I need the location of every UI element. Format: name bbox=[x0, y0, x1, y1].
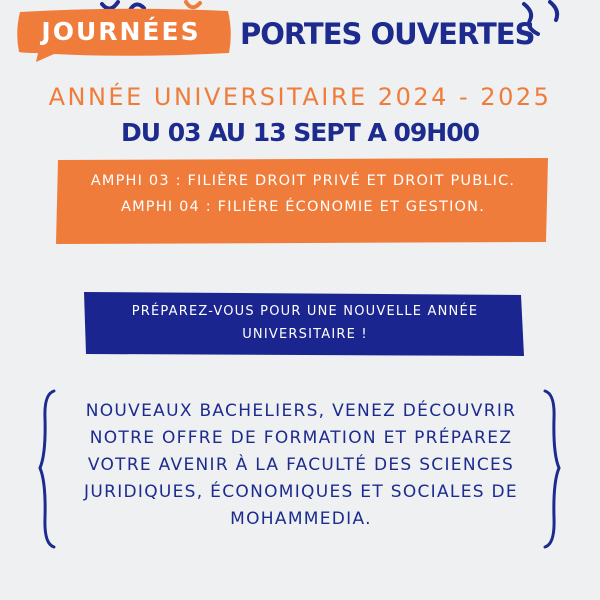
message-line-5: MOHAMMEDIA. bbox=[230, 509, 372, 529]
message-line-2: NOTRE OFFRE DE FORMATION ET PRÉPAREZ bbox=[89, 428, 513, 448]
journees-label: JOURNÉES bbox=[41, 17, 201, 46]
message-line-4: JURIDIQUES, ÉCONOMIQUES ET SOCIALES DE bbox=[84, 482, 518, 502]
message-line-3: VOTRE AVENIR À LA FACULTÉ DES SCIENCES bbox=[87, 455, 515, 475]
left-brace-icon bbox=[36, 388, 58, 550]
message-line-1: NOUVEAUX BACHELIERS, VENEZ DÉCOUVRIR bbox=[85, 401, 517, 421]
prepare-line-2: UNIVERSITAIRE ! bbox=[242, 327, 368, 342]
amphi-03: AMPHI 03 : FILIÈRE DROIT PRIVÉ ET DROIT PUBLIC. bbox=[90, 173, 516, 189]
academic-year: ANNÉE UNIVERSITAIRE 2024 - 2025 bbox=[48, 83, 552, 111]
portes-ouvertes-title: PORTES OUVERTES bbox=[240, 17, 535, 51]
amphi-list bbox=[56, 168, 550, 220]
event-dates: DU 03 AU 13 SEPT A 09H00 bbox=[120, 118, 480, 147]
right-brace-icon bbox=[541, 388, 563, 550]
prepare-line-1: PRÉPAREZ-VOUS POUR UNE NOUVELLE ANNÉE bbox=[131, 304, 479, 319]
prepare-message bbox=[110, 300, 500, 346]
welcome-message bbox=[64, 398, 538, 533]
amphi-04: AMPHI 04 : FILIÈRE ÉCONOMIE ET GESTION. bbox=[120, 199, 486, 215]
